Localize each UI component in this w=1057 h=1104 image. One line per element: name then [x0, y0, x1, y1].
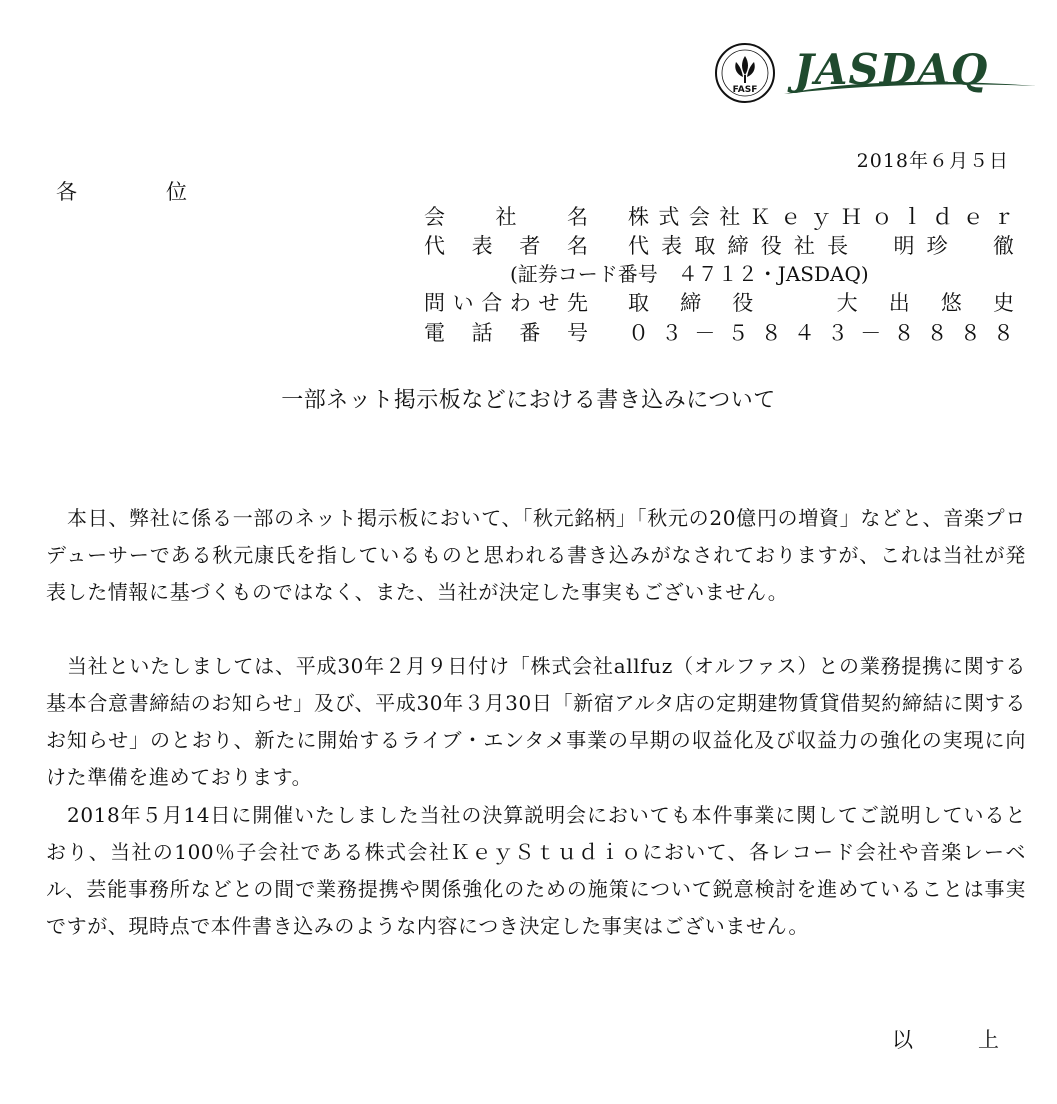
representative-label: 代表者名 [424, 234, 588, 258]
body-paragraph-2: 当社といたしましては、平成30年２月９日付け「株式会社allfuz（オルファス）との業務提携に関する基本合意書締結のお知らせ」及び、平成30年３月30日「新宿アルタ店の定期建物賃貸借契約締結に関するお知らせ」のとおり、新たに開始するライブ・エンタメ事業の早期の収益化及び収益力の強化の実現に向けた準備を進めております。 [46, 654, 1026, 789]
contact-label: 問い合わせ先 [424, 291, 588, 315]
jasdaq-logo [780, 42, 1040, 102]
closing-mark: 以 上 [892, 1028, 1021, 1052]
header-logos [712, 40, 1042, 106]
body-paragraph-3: 2018年５月14日に開催いたしました当社の決算説明会においても本件事業に関してご説明しているとおり、当社の100％子会社である株式会社ＫｅｙＳｔｕｄｉｏにおいて、各レコード会社や音楽レーベル、芸能事務所などとの間で業務提携や関係強化のための施策について鋭意検討を進めていることは事実ですが、現時点で本件書き込みのような内容につき決定した事実はございません。 [46, 803, 1026, 938]
document-date: 2018年６月５日 [856, 150, 1009, 172]
fasf-label: FASF [732, 85, 758, 95]
phone-row [424, 318, 1014, 348]
representative-value: 代表取締役社長 明珍 徹 [628, 234, 1014, 258]
document-title: 一部ネット掲示板などにおける書き込みについて [281, 388, 776, 413]
phone-value: ０３－５８４３－８８８８ [628, 321, 1014, 345]
company-name-label: 会社名 [424, 205, 588, 229]
representative-row [424, 231, 1014, 261]
phone-label: 電話番号 [424, 321, 588, 345]
securities-code: (証券コード番号 ４７１２・JASDAQ) [510, 262, 869, 286]
addressee: 各 位 [56, 180, 221, 204]
jasdaq-wordmark: JASDAQ [794, 45, 989, 94]
contact-value: 取締役 大出悠史 [628, 291, 1014, 315]
fasf-seal-logo [714, 42, 776, 104]
company-name-value: 株式会社ＫｅｙＨｏｌｄｅｒ [628, 205, 1014, 229]
body-paragraph-1: 本日、弊社に係る一部のネット掲示板において、「秋元銘柄」「秋元の20億円の増資」などと、音楽プロデューサーである秋元康氏を指しているものと思われる書き込みがなされておりますが、これは当社が発表した情報に基づくものではなく、また、当社が決定した事実もございません。 [46, 506, 1026, 604]
contact-row [424, 288, 1014, 318]
company-name-row [424, 202, 1014, 232]
